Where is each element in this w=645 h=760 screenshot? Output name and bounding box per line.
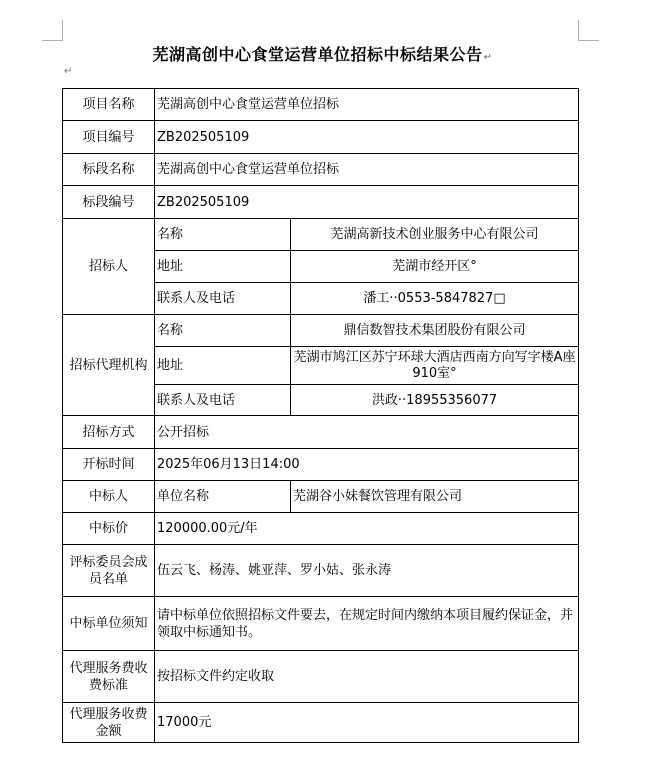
price-value: 120000.00元/年 <box>155 513 579 545</box>
table-row <box>63 545 579 597</box>
table-row <box>63 121 579 154</box>
winner-label: 中标人 <box>63 481 155 513</box>
tenderer-contact-value: 潘工··0553-5847827□ <box>291 283 579 315</box>
title-text: 芜湖高创中心食堂运营单位招标中标结果公告 <box>152 45 483 64</box>
table-row <box>63 513 579 545</box>
table-row <box>63 597 579 651</box>
document-title <box>0 42 645 65</box>
paragraph-mark-icon: ↵ <box>64 66 73 77</box>
fee-amount-value: 17000元 <box>155 703 579 743</box>
table-row <box>63 416 579 449</box>
table-row <box>63 219 579 251</box>
project-name-value: 芜湖高创中心食堂运营单位招标 <box>155 89 579 121</box>
method-value: 公开招标 <box>155 416 579 449</box>
tenderer-contact-label: 联系人及电话 <box>155 283 291 315</box>
tenderer-address-value: 芜湖市经开区° <box>291 251 579 283</box>
tenderer-name-value: 芜湖高新技术创业服务中心有限公司 <box>291 219 579 251</box>
crop-mark-top-left <box>42 20 63 41</box>
agency-address-label: 地址 <box>155 347 291 385</box>
fee-standard-value: 按招标文件约定收取 <box>155 651 579 703</box>
project-name-label: 项目名称 <box>63 89 155 121</box>
committee-value: 伍云飞、杨涛、姚亚萍、罗小姑、张永涛 <box>155 545 579 597</box>
table-row <box>63 186 579 219</box>
tenderer-label: 招标人 <box>63 219 155 315</box>
paragraph-mark-icon: ↵ <box>483 52 493 63</box>
fee-standard-label: 代理服务费收费标准 <box>63 651 155 703</box>
table-row <box>63 703 579 743</box>
tenderer-address-label: 地址 <box>155 251 291 283</box>
agency-contact-label: 联系人及电话 <box>155 385 291 416</box>
table-row <box>63 481 579 513</box>
table-row <box>63 154 579 186</box>
agency-label: 招标代理机构 <box>63 315 155 416</box>
agency-name-value: 鼎信数智技术集团股份有限公司 <box>291 315 579 347</box>
agency-address-value: 芜湖市鸠江区苏宁环球大酒店西南方向写字楼A座910室° <box>291 347 579 385</box>
tenderer-name-label: 名称 <box>155 219 291 251</box>
notice-label: 中标单位须知 <box>63 597 155 651</box>
fee-amount-label: 代理服务收费金额 <box>63 703 155 743</box>
result-table <box>62 88 579 743</box>
method-label: 招标方式 <box>63 416 155 449</box>
open-time-value: 2025年06月13日14:00 <box>155 449 579 481</box>
table-row <box>63 315 579 347</box>
crop-mark-top-right <box>578 20 599 41</box>
project-no-label: 项目编号 <box>63 121 155 154</box>
table-row <box>63 89 579 121</box>
section-no-label: 标段编号 <box>63 186 155 219</box>
agency-name-label: 名称 <box>155 315 291 347</box>
winner-unit-label: 单位名称 <box>155 481 291 513</box>
committee-label: 评标委员会成员名单 <box>63 545 155 597</box>
agency-contact-value: 洪政··18955356077 <box>291 385 579 416</box>
winner-unit-value: 芜湖谷小妹餐饮管理有限公司 <box>291 481 579 513</box>
section-no-value: ZB202505109 <box>155 186 579 219</box>
notice-value: 请中标单位依照招标文件要去，在规定时间内缴纳本项目履约保证金，并领取中标通知书。 <box>155 597 579 651</box>
section-name-value: 芜湖高创中心食堂运营单位招标 <box>155 154 579 186</box>
project-no-value: ZB202505109 <box>155 121 579 154</box>
price-label: 中标价 <box>63 513 155 545</box>
open-time-label: 开标时间 <box>63 449 155 481</box>
section-name-label: 标段名称 <box>63 154 155 186</box>
table-row <box>63 651 579 703</box>
table-row <box>63 449 579 481</box>
